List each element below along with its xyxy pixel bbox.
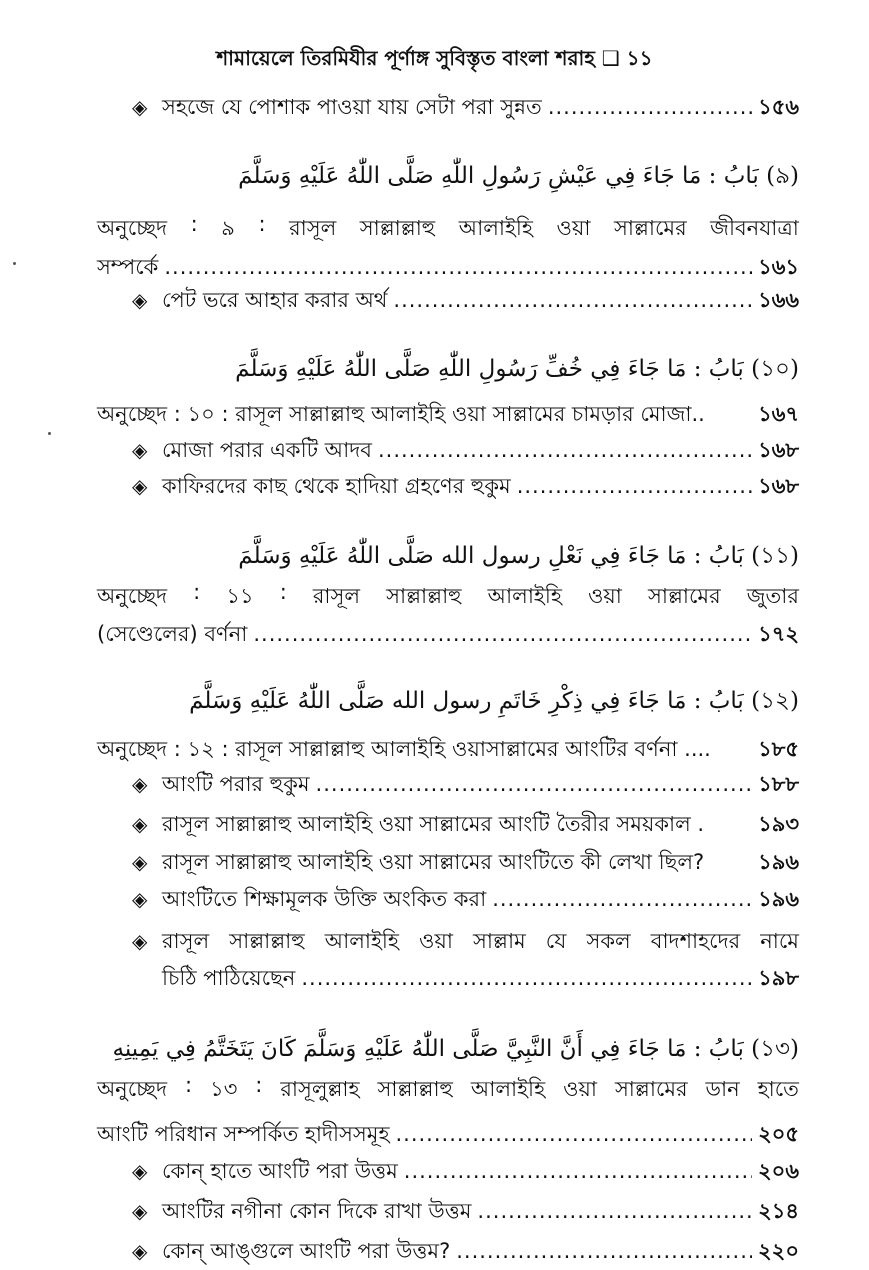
word: ওয়া (563, 1077, 597, 1101)
entry-title: কোন্ হাতে আংটি পরা উত্তম (162, 1159, 398, 1183)
entry-title: চিঠি পাঠিয়েছেন (162, 966, 296, 990)
scan-speck (48, 432, 51, 435)
entry-title: আংটি পরার হুকুম (162, 772, 310, 796)
word: রাসূল (289, 216, 337, 240)
toc-entry (162, 962, 799, 997)
entry-title: রাসূল সাল্লাল্লাহু আলাইহি ওয়া সাল্লামের আংটি তৈরীর সময়কাল . (162, 812, 705, 836)
entry-title: আংটির নগীনা কোন দিকে রাখা উত্তম (162, 1199, 472, 1223)
toc-entry (97, 398, 799, 433)
word: ১১ (226, 584, 254, 608)
diamond-bullet-icon: ◈ (132, 1199, 148, 1223)
entry-title: রাসূল সাল্লাল্লাহু আলাইহি ওয়া সাল্লামের আংটিতে কী লেখা ছিল? (162, 850, 705, 874)
page-number: ২২০ (758, 1239, 799, 1263)
word: রাসূল (162, 929, 210, 953)
entry-title: সহজে যে পোশাক পাওয়া যায় সেটা পরা সুন্নত (162, 95, 542, 119)
entry-title: অনুচ্ছেদ : ১০ : রাসূল সাল্লাল্লাহু আলাইহি ওয়া সাল্লামের চামড়ার মোজা.. (97, 402, 705, 426)
word: সকল (586, 929, 631, 953)
word: নামে (760, 929, 799, 953)
arabic-chapter-heading: (১১) بَابُ : مَا جَاءَ فِي نَعْلِ رسول الله صَلَّى اللّٰهُ عَلَيْهِ وَسَلَّمَ (238, 543, 799, 569)
word: : (190, 212, 198, 236)
chapter-title-line (97, 580, 799, 615)
scan-speck (13, 262, 16, 265)
diamond-bullet-icon: ◈ (132, 1239, 148, 1263)
chapter-title-line (97, 212, 799, 247)
entry-title: (সেণ্ডেলের) বর্ণনা (97, 622, 248, 646)
running-header: শামায়েলে তিরমিযীর পূর্ণাঙ্গ সুবিস্তৃত বাংলা শরাহ ❑ ১১ (216, 46, 653, 70)
page-number: ১৬১ (758, 255, 799, 279)
toc-entry (132, 1195, 799, 1230)
word: : (185, 1073, 193, 1097)
leader-dots (301, 966, 752, 990)
word: সাল্লাল্লাহু (229, 929, 305, 953)
word: জুতার (746, 584, 799, 608)
word: বাদশাহদের (650, 929, 741, 953)
word: সাল্লামের (614, 1077, 688, 1101)
word: যে (545, 929, 567, 953)
word: সাল্লাম (473, 929, 526, 953)
word: সাল্লাল্লাহু (386, 584, 462, 608)
page-number: ২০৬ (758, 1159, 799, 1183)
diamond-bullet-icon: ◈ (132, 438, 148, 462)
word: : (279, 580, 287, 604)
word: হাতে (757, 1077, 799, 1101)
leader-dots (316, 772, 753, 796)
leader-dots (517, 474, 752, 498)
leader-dots (253, 622, 752, 646)
leader-dots (393, 288, 752, 312)
arabic-chapter-heading: (১০) بَابُ : مَا جَاءَ فِي خُفِّ رَسُولِ اللّٰهِ صَلَّى اللّٰهُ عَلَيْهِ وَسَلَّمَ (235, 356, 799, 382)
page-number: ১৮৫ (758, 737, 799, 761)
word: অনুচ্ছেদ (97, 216, 168, 240)
word: রাসূলুল্লাহ (280, 1077, 360, 1101)
word: অনুচ্ছেদ (97, 1077, 168, 1101)
toc-entry (132, 808, 799, 843)
diamond-bullet-icon: ◈ (132, 850, 148, 874)
word: ১৩ (210, 1077, 238, 1101)
word: আলাইহি (487, 584, 562, 608)
page-number: ১৬৮ (758, 438, 799, 462)
page-number: ১৬৬ (758, 288, 799, 312)
word: : (258, 212, 266, 236)
diamond-bullet-icon: ◈ (132, 95, 148, 119)
arabic-chapter-heading: (১৩) بَابُ : مَا جَاءَ فِي أَنَّ النَّبِيَّ صَلَّى اللّٰهُ عَلَيْهِ وَسَلَّمَ كَانَ يَتَخَتَّمُ فِي يَمِينِهِ (112, 1036, 799, 1062)
leader-dots (395, 1122, 752, 1146)
page-number: ২১৪ (758, 1199, 799, 1223)
diamond-bullet-icon: ◈ (132, 887, 148, 911)
leader-dots (477, 1199, 752, 1223)
word: ওয়া (556, 216, 591, 240)
diamond-bullet-icon: ◈ (132, 474, 148, 498)
entry-title: পেট ভরে আহার করার অর্থ (162, 288, 388, 312)
toc-entry (132, 768, 799, 803)
entry-title: কোন্ আঙ্গুলে আংটি পরা উত্তম? (162, 1239, 451, 1263)
leader-dots (492, 887, 752, 911)
leader-dots (164, 255, 752, 279)
toc-entry (132, 1155, 799, 1190)
diamond-bullet-icon: ◈ (132, 288, 148, 312)
chapter-title-line (97, 1073, 799, 1108)
page-number: ১৭২ (758, 622, 799, 646)
leader-dots (548, 95, 752, 119)
toc-entry (132, 925, 799, 960)
toc-entry (132, 883, 799, 918)
word: আলাইহি (470, 1077, 546, 1101)
toc-entry (132, 846, 799, 881)
word: সাল্লাল্লাহু (377, 1077, 453, 1101)
word: ডান (705, 1077, 740, 1101)
diamond-bullet-icon: ◈ (132, 772, 148, 796)
page-number: ১৯৮ (758, 966, 799, 990)
toc-entry (97, 733, 799, 768)
page-number: ১৯৬ (758, 850, 799, 874)
word: সাল্লাল্লাহু (359, 216, 436, 240)
word: সাল্লামের (647, 584, 721, 608)
leader-dots (378, 438, 752, 462)
toc-entry (97, 1118, 799, 1153)
page-number: ১৯৩ (758, 812, 799, 836)
toc-entry (97, 251, 799, 286)
leader-dots (456, 1239, 752, 1263)
entry-title: মোজা পরার একটি আদব (162, 438, 372, 462)
word: ওয়া (419, 929, 453, 953)
word: ওয়া (587, 584, 622, 608)
page-number: ১৬৭ (758, 402, 799, 426)
entry-title-line (162, 925, 799, 960)
word: জীবনযাত্রা (710, 216, 799, 240)
entry-title: আংটি পরিধান সম্পর্কিত হাদীসসমূহ (97, 1122, 390, 1146)
arabic-chapter-heading: (৯) بَابُ : مَا جَاءَ فِي عَيْشِ رَسُولِ اللّٰهِ صَلَّى اللّٰهُ عَلَيْهِ وَسَلَّمَ (238, 163, 799, 189)
diamond-bullet-icon: ◈ (132, 1159, 148, 1183)
word: ৯ (221, 216, 235, 240)
word: : (193, 580, 201, 604)
page-number: ১৯৬ (758, 887, 799, 911)
diamond-bullet-icon: ◈ (132, 812, 148, 836)
entry-title: আংটিতে শিক্ষামূলক উক্তি অংকিত করা (162, 887, 487, 911)
entry-title: কাফিরদের কাছ থেকে হাদিয়া গ্রহণের হুকুম (162, 474, 511, 498)
word: রাসূল (312, 584, 361, 608)
arabic-chapter-heading: (১২) بَابُ : مَا جَاءَ فِي ذِكْرِ خَاتَمِ رسول الله صَلَّى اللّٰهُ عَلَيْهِ وَسَلَّمَ (189, 688, 799, 714)
page-number: ১৮৮ (758, 772, 799, 796)
word: অনুচ্ছেদ (97, 584, 168, 608)
entry-title: সম্পর্কে (97, 255, 159, 279)
word: : (255, 1073, 263, 1097)
word: আলাইহি (458, 216, 533, 240)
toc-entry (132, 434, 799, 469)
toc-entry (132, 284, 799, 319)
diamond-bullet-icon: ◈ (132, 929, 148, 953)
entry-title: অনুচ্ছেদ : ১২ : রাসূল সাল্লাল্লাহু আলাইহি ওয়াসাল্লামের আংটির বর্ণনা .... (97, 737, 711, 761)
toc-entry (132, 470, 799, 505)
word: আলাইহি (324, 929, 399, 953)
page-number: ১৬৮ (758, 474, 799, 498)
page-number: ১৫৬ (758, 95, 799, 119)
word: সাল্লামের (613, 216, 687, 240)
page-number: ২০৫ (758, 1122, 799, 1146)
leader-dots (404, 1159, 752, 1183)
toc-entry (132, 91, 799, 126)
toc-entry (97, 618, 799, 653)
